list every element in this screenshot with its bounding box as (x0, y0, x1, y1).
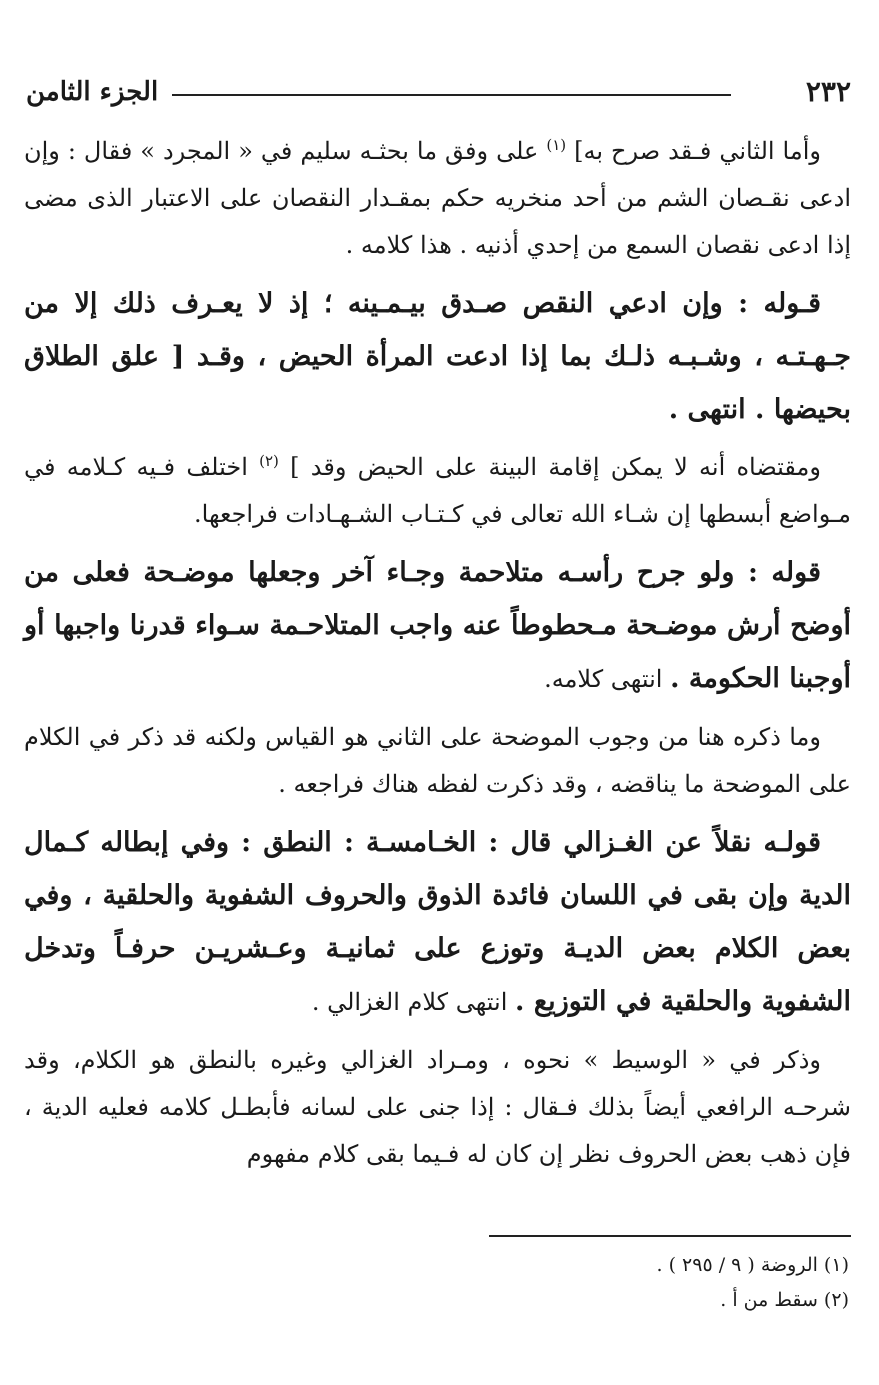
paragraph-text: على وفق ما بحثـه سليم في « المجرد » فقال : وإن ادعى نقـصان الشم من أحد منخريه حكم بمقـدار النقصان على الاعتبار الذى مضى إذا ادعى نقصان السمع من إحدي أذنيه . هذا كلامه . (24, 137, 851, 259)
page-number: ٢٣٢ (805, 75, 851, 108)
page-body (24, 128, 851, 1178)
footnote-2: (٢) سقط من أ . (720, 1289, 849, 1311)
quoted-passage-2 (24, 546, 851, 706)
footnote-rule (489, 1235, 851, 1237)
running-title: الجزء الثامن (26, 77, 159, 107)
quoted-passage-3 (24, 816, 851, 1029)
paragraph-4 (24, 1037, 851, 1178)
quote-tail: انتهى كلام الغزالي . (311, 988, 516, 1016)
page-header (26, 72, 851, 112)
paragraph-2 (24, 444, 851, 538)
quoted-passage-1 (24, 277, 851, 436)
paragraph-text: وما ذكره هنا من وجوب الموضحة على الثاني هو القياس ولكنه قد ذكر في الكلام على الموضحة ما يناقضه ، وقد ذكرت لفظه هناك فراجعه . (24, 723, 851, 798)
footnote-ref-1: (١) (546, 136, 567, 154)
paragraph-text: وأما الثاني فـقد صرح به] (574, 137, 821, 165)
quoted-text: قولـه نقلاً عن الغـزالي قال : الخـامسـة : النطق : وفي إبطاله كـمال الدية وإن بقى في اللسان فائدة الذوق والحروف الشفوية والحلقية ، وفي بعض الكلام بعض الديـة وتوزع على ثمانيـة وعـشريـن حرفـاً وتدخل الشفوية والحلقية في التوزيع . (24, 827, 851, 1017)
paragraph-text: وذكر في « الوسيط » نحوه ، ومـراد الغزالي وغيره بالنطق هو الكلام، وقد شرحـه الرافعي أيضاً بذلك فـقال : إذا جنى على لسانه فأبطـل كلامه فعليه الدية ، فإن ذهب بعض الحروف نظر إن كان له فـيما بقى كلام مفهوم (24, 1046, 851, 1168)
quoted-text: قوله : ولو جرح رأسـه متلاحمة وجـاء آخر وجعلها موضـحة فعلى من أوضح أرش موضـحة مـحطوطاً عنه واجب المتلاحـمة سـواء قدرنا واجبها أو أوجبنا الحكومة . (24, 557, 851, 694)
header-rule (172, 94, 731, 96)
footnotes (429, 1248, 849, 1318)
footnote-ref-2: (٢) (259, 452, 279, 470)
quote-tail: انتهى كلامه. (544, 665, 671, 693)
paragraph-3 (24, 714, 851, 808)
paragraph-text: ومقتضاه أنه لا يمكن إقامة البينة على الحيض وقد ] (290, 453, 822, 481)
quoted-text: قـوله : وإن ادعي النقص صـدق بيـمـينه ؛ إذ لا يعـرف ذلك إلا من جـهـتـه ، وشـبـه ذلـك بما إذا ادعت المرأة الحيض ، وقـد [ علق الطلاق بحيضها . انتهى . (24, 288, 851, 425)
paragraph-1 (24, 128, 851, 269)
footnote-1: (١) الروضة ( ٩ / ٢٩٥ ) . (656, 1254, 849, 1276)
paragraph-text: اختلف فـيه كـلامه في مـواضع أبسطها إن شـاء الله تعالى في كـتـاب الشـهـادات فراجعها. (24, 453, 851, 528)
